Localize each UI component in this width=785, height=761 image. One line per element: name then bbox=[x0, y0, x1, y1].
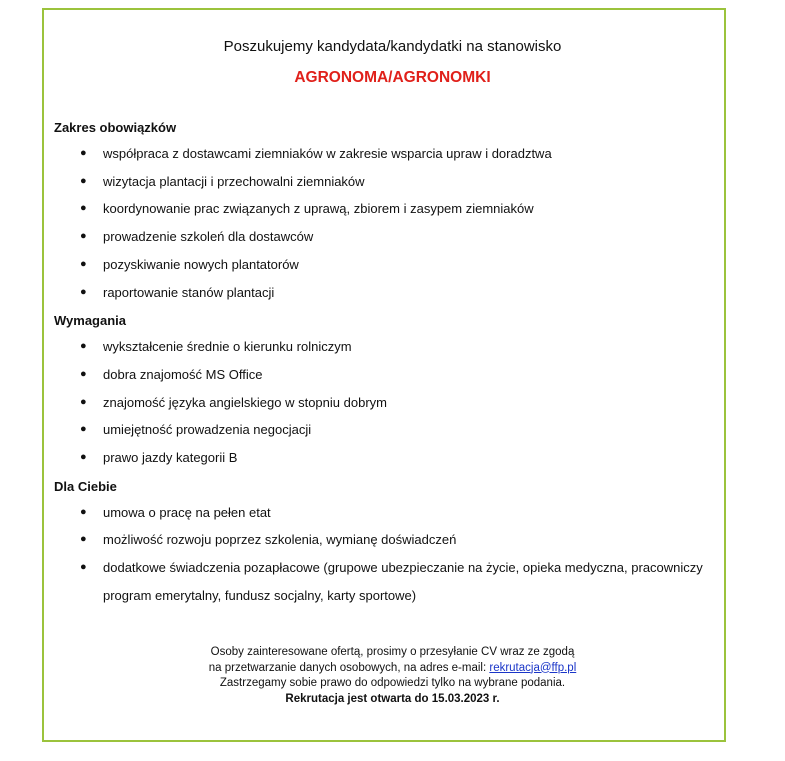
bullet-icon: ● bbox=[80, 202, 87, 215]
footer-text: na przetwarzanie danych osobowych, na adres e-mail: bbox=[208, 661, 490, 674]
bullet-icon: ● bbox=[80, 367, 87, 380]
list-item bbox=[54, 499, 724, 527]
list-item-text: dodatkowe świadczenia pozapłacowe (grupowe ubezpieczanie na życie, opieka medyczna, pracowniczy program emerytalny, fundusz socjalny, karty sportowe) bbox=[103, 560, 703, 603]
list-item bbox=[54, 444, 724, 472]
bullet-icon: ● bbox=[80, 285, 87, 298]
list-item bbox=[54, 361, 724, 389]
list-item-text: wizytacja plantacji i przechowalni ziemniaków bbox=[103, 173, 365, 189]
bullet-icon: ● bbox=[80, 451, 87, 464]
list-item bbox=[54, 333, 724, 361]
list-item-text: umiejętność prowadzenia negocjacji bbox=[103, 422, 312, 438]
email-link[interactable]: rekrutacja@ffp.pl bbox=[489, 661, 577, 674]
list-item bbox=[54, 168, 724, 196]
list-item-text: wykształcenie średnie o kierunku rolniczym bbox=[103, 339, 352, 355]
bullet-icon: ● bbox=[80, 395, 87, 408]
benefits-list bbox=[54, 499, 724, 610]
list-item-text: pozyskiwanie nowych plantatorów bbox=[103, 256, 299, 272]
deadline-text: Rekrutacja jest otwarta do 15.03.2023 r. bbox=[285, 692, 500, 705]
section-heading-requirements: Wymagania bbox=[54, 313, 127, 329]
bullet-icon: ● bbox=[80, 147, 87, 159]
list-item-text: możliwość rozwoju poprzez szkolenia, wymianę doświadczeń bbox=[103, 532, 457, 548]
list-item-text: raportowanie stanów plantacji bbox=[103, 284, 275, 300]
job-description bbox=[54, 116, 724, 610]
list-item bbox=[54, 195, 724, 223]
section-heading-benefits: Dla Ciebie bbox=[54, 478, 117, 494]
list-item bbox=[54, 140, 724, 168]
list-item bbox=[54, 554, 724, 609]
bullet-icon: ● bbox=[80, 230, 87, 243]
list-item bbox=[54, 526, 724, 554]
list-item-text: prowadzenie szkoleń dla dostawców bbox=[103, 229, 314, 245]
footer-line: Zastrzegamy sobie prawo do odpowiedzi tylko na wybrane podania. bbox=[219, 677, 566, 689]
requirements-list bbox=[54, 333, 724, 472]
duties-list bbox=[54, 140, 724, 306]
list-item bbox=[54, 389, 724, 417]
list-item-text: współpraca z dostawcami ziemniaków w zakresie wsparcia upraw i doradztwa bbox=[103, 146, 552, 161]
list-item bbox=[54, 279, 724, 307]
bullet-icon: ● bbox=[80, 505, 87, 518]
list-item bbox=[54, 416, 724, 444]
bullet-icon: ● bbox=[80, 561, 87, 574]
footer-line: Osoby zainteresowane ofertą, prosimy o przesyłanie CV wraz ze zgodą bbox=[210, 646, 575, 658]
footer-line bbox=[0, 661, 785, 677]
list-item bbox=[54, 223, 724, 251]
job-title: AGRONOMA/AGRONOMKI bbox=[294, 69, 491, 86]
section-heading-duties: Zakres obowiązków bbox=[54, 120, 177, 135]
bullet-icon: ● bbox=[80, 257, 87, 270]
list-item-text: dobra znajomość MS Office bbox=[103, 366, 263, 382]
list-item-text: znajomość języka angielskiego w stopniu dobrym bbox=[103, 394, 387, 410]
bullet-icon: ● bbox=[80, 533, 87, 546]
list-item-text: koordynowanie prac związanych z uprawą, zbiorem i zasypem ziemniaków bbox=[103, 201, 534, 217]
list-item-text: prawo jazdy kategorii B bbox=[103, 450, 238, 466]
headline: Poszukujemy kandydata/kandydatki na stanowisko bbox=[223, 38, 562, 55]
bullet-icon: ● bbox=[80, 174, 87, 187]
bullet-icon: ● bbox=[80, 423, 87, 436]
list-item bbox=[54, 251, 724, 279]
bullet-icon: ● bbox=[80, 340, 87, 353]
application-note bbox=[0, 645, 785, 707]
list-item-text: umowa o pracę na pełen etat bbox=[103, 504, 271, 520]
